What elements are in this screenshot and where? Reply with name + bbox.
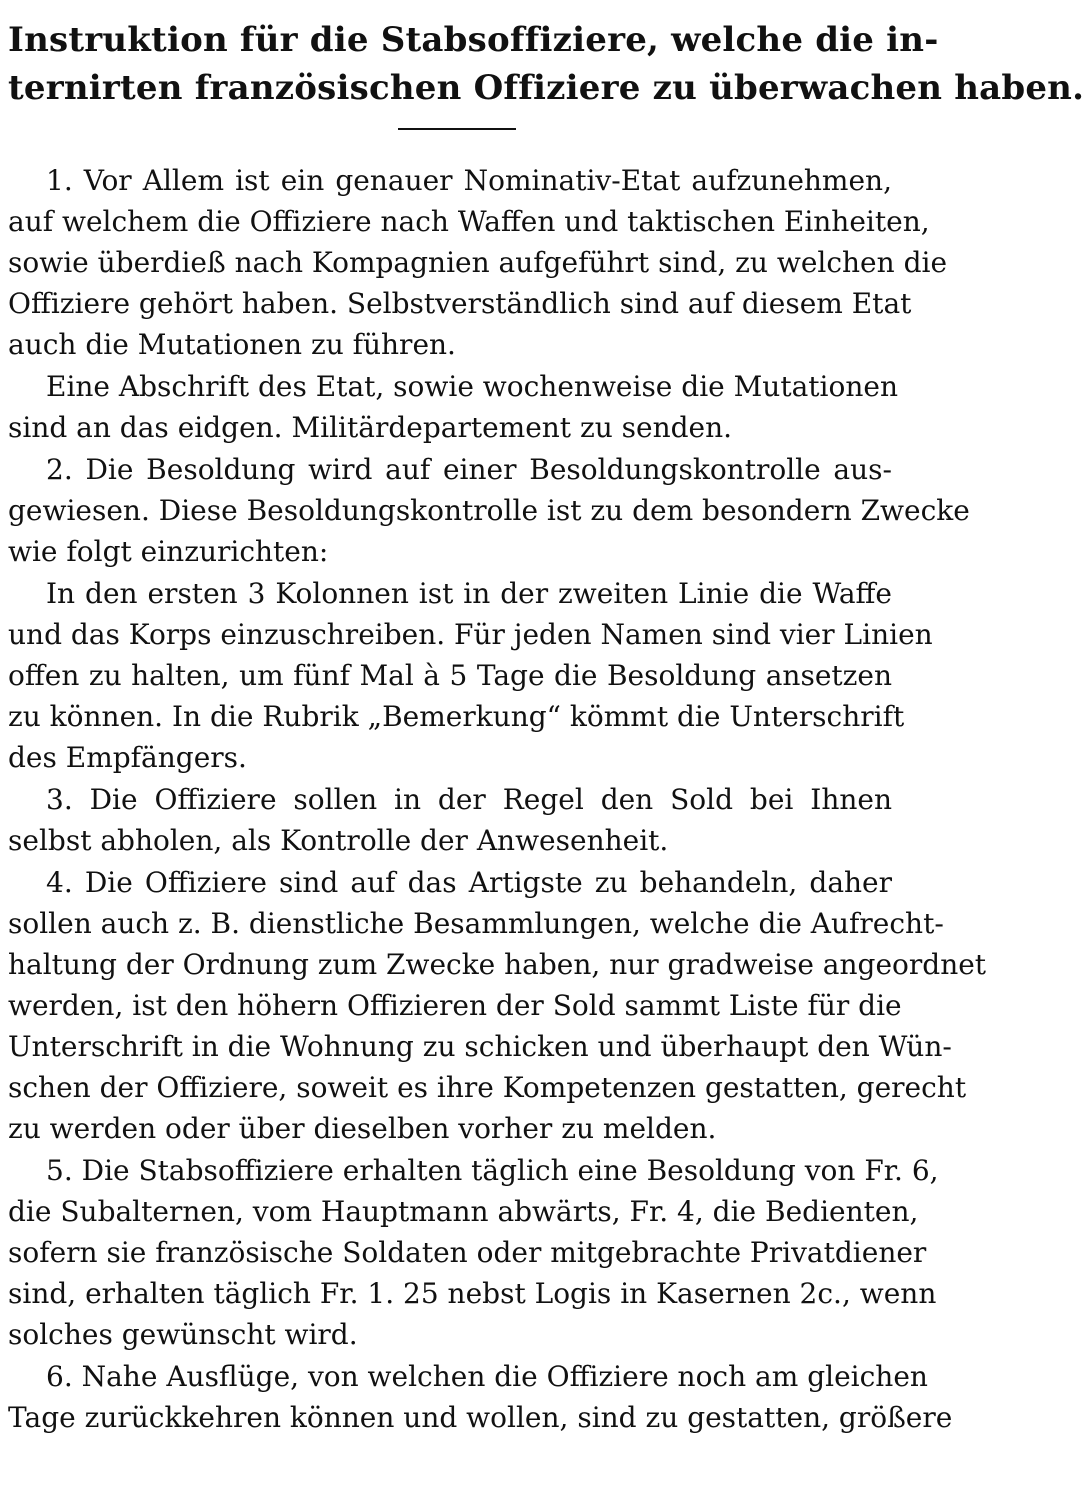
- text-line: 6. Nahe Ausflüge, von welchen die Offiziere noch am gleichen: [46, 1360, 928, 1393]
- text-line: sowie überdieß nach Kompagnien aufgeführt sind, zu welchen die: [8, 246, 948, 279]
- text-line: 3. Die Offiziere sollen in der Regel den Sold bei Ihnen: [46, 783, 892, 816]
- text-line: 2. Die Besoldung wird auf einer Besoldungskontrolle aus-: [46, 453, 892, 486]
- text-line: offen zu halten, um fünf Mal à 5 Tage die Besoldung ansetzen: [8, 659, 892, 692]
- text-line: Tage zurückkehren können und wollen, sind zu gestatten, größere: [8, 1401, 953, 1434]
- text-line: 5. Die Stabsoffiziere erhalten täglich eine Besoldung von Fr. 6,: [46, 1154, 939, 1187]
- text-line: sind an das eidgen. Militärdepartement zu senden.: [8, 411, 733, 444]
- text-line: zu werden oder über dieselben vorher zu melden.: [8, 1112, 717, 1145]
- text-line: selbst abholen, als Kontrolle der Anwesenheit.: [8, 824, 669, 857]
- text-line: sind, erhalten täglich Fr. 1. 25 nebst Logis in Kasernen 2c., wenn: [8, 1277, 937, 1310]
- text-line: sofern sie französische Soldaten oder mitgebrachte Privatdiener: [8, 1236, 927, 1269]
- text-line: sollen auch z. B. dienstliche Besammlungen, welche die Aufrecht-: [8, 907, 944, 940]
- text-line: haltung der Ordnung zum Zwecke haben, nur gradweise angeordnet: [8, 948, 987, 981]
- text-line: gewiesen. Diese Besoldungskontrolle ist zu dem besondern Zwecke: [8, 494, 970, 527]
- text-line: solches gewünscht wird.: [8, 1318, 358, 1351]
- title-line: ternirten französischen Offiziere zu überwachen haben.: [8, 68, 1084, 108]
- paragraph-1-continued: [8, 366, 898, 448]
- text-line: 1. Vor Allem ist ein genauer Nominativ-Etat aufzunehmen,: [46, 164, 892, 197]
- text-line: auf welchem die Offiziere nach Waffen und taktischen Einheiten,: [8, 205, 930, 238]
- text-line: zu können. In die Rubrik „Bemerkung“ kömmt die Unterschrift: [8, 700, 905, 733]
- text-line: werden, ist den höhern Offizieren der Sold sammt Liste für die: [8, 989, 902, 1022]
- text-line: Offiziere gehört haben. Selbstverständlich sind auf diesem Etat: [8, 287, 912, 320]
- text-line: 4. Die Offiziere sind auf das Artigste zu behandeln, daher: [46, 866, 892, 899]
- paragraph-2-continued: [8, 573, 933, 778]
- text-line: In den ersten 3 Kolonnen ist in der zweiten Linie die Waffe: [46, 577, 892, 610]
- paragraph-4: [8, 862, 987, 1149]
- text-line: und das Korps einzuschreiben. Für jeden Namen sind vier Linien: [8, 618, 933, 651]
- title-divider: [398, 128, 516, 130]
- document-body: [8, 160, 987, 1439]
- text-line: des Empfängers.: [8, 741, 247, 774]
- text-line: schen der Offiziere, soweit es ihre Kompetenzen gestatten, gerecht: [8, 1071, 967, 1104]
- paragraph-1: [8, 160, 948, 365]
- text-line: die Subalternen, vom Hauptmann abwärts, Fr. 4, die Bedienten,: [8, 1195, 919, 1228]
- paragraph-3: [8, 779, 892, 861]
- title-line: Instruktion für die Stabsoffiziere, welche die in-: [8, 20, 939, 60]
- text-line: auch die Mutationen zu führen.: [8, 328, 456, 361]
- paragraph-5: [8, 1150, 939, 1355]
- paragraph-6: [8, 1356, 953, 1438]
- document-title: [8, 16, 1084, 112]
- text-line: wie folgt einzurichten:: [8, 535, 329, 568]
- paragraph-2: [8, 449, 970, 572]
- text-line: Eine Abschrift des Etat, sowie wochenweise die Mutationen: [46, 370, 898, 403]
- text-line: Unterschrift in die Wohnung zu schicken und überhaupt den Wün-: [8, 1030, 952, 1063]
